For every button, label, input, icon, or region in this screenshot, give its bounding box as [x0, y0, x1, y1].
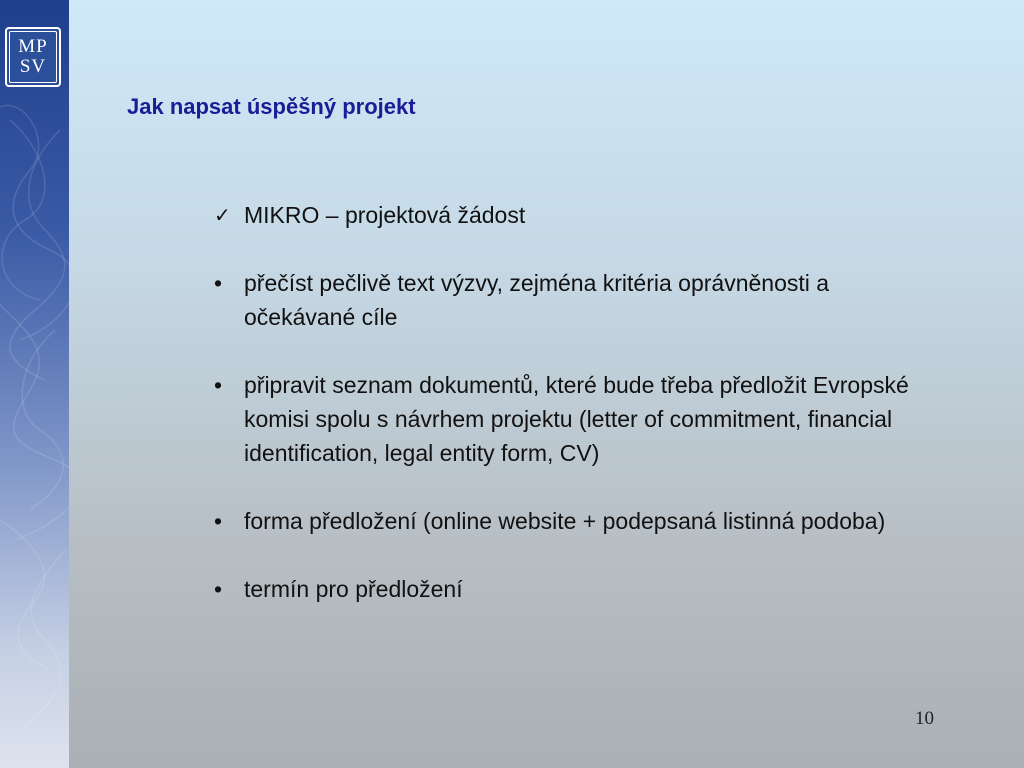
logo-line-1: MP — [18, 36, 48, 57]
slide-content — [212, 198, 932, 606]
subheading-text: MIKRO – projektová žádost — [244, 202, 526, 228]
list-item — [212, 504, 932, 538]
bullet-dot-icon: • — [214, 576, 223, 602]
list-item-text: přečíst pečlivě text výzvy, zejména kritéria oprávněnosti a očekávané cíle — [244, 270, 830, 330]
checkmark-icon: ✓ — [214, 203, 231, 227]
list-item — [212, 266, 932, 334]
bullet-dot-icon: • — [214, 508, 223, 534]
list-item-text: termín pro předložení — [244, 576, 463, 602]
bullet-dot-icon: • — [214, 372, 223, 398]
list-item-text: připravit seznam dokumentů, které bude třeba předložit Evropské komisi spolu s návrhem projektu (letter of commitment, financial identification, legal entity form, CV) — [244, 372, 909, 466]
list-item — [212, 572, 932, 606]
bullet-dot-icon: • — [214, 270, 223, 296]
subheading — [212, 198, 932, 232]
logo-line-2: SV — [19, 56, 47, 77]
list-item — [212, 368, 932, 470]
page-number: 10 — [915, 708, 934, 729]
list-item-text: forma předložení (online website + podepsaná listinná podoba) — [244, 508, 886, 534]
side-band-texture — [0, 0, 69, 768]
bullet-list — [212, 266, 932, 606]
slide-title: Jak napsat úspěšný projekt — [127, 94, 416, 119]
mpsv-logo — [5, 27, 61, 87]
side-band — [0, 0, 69, 768]
